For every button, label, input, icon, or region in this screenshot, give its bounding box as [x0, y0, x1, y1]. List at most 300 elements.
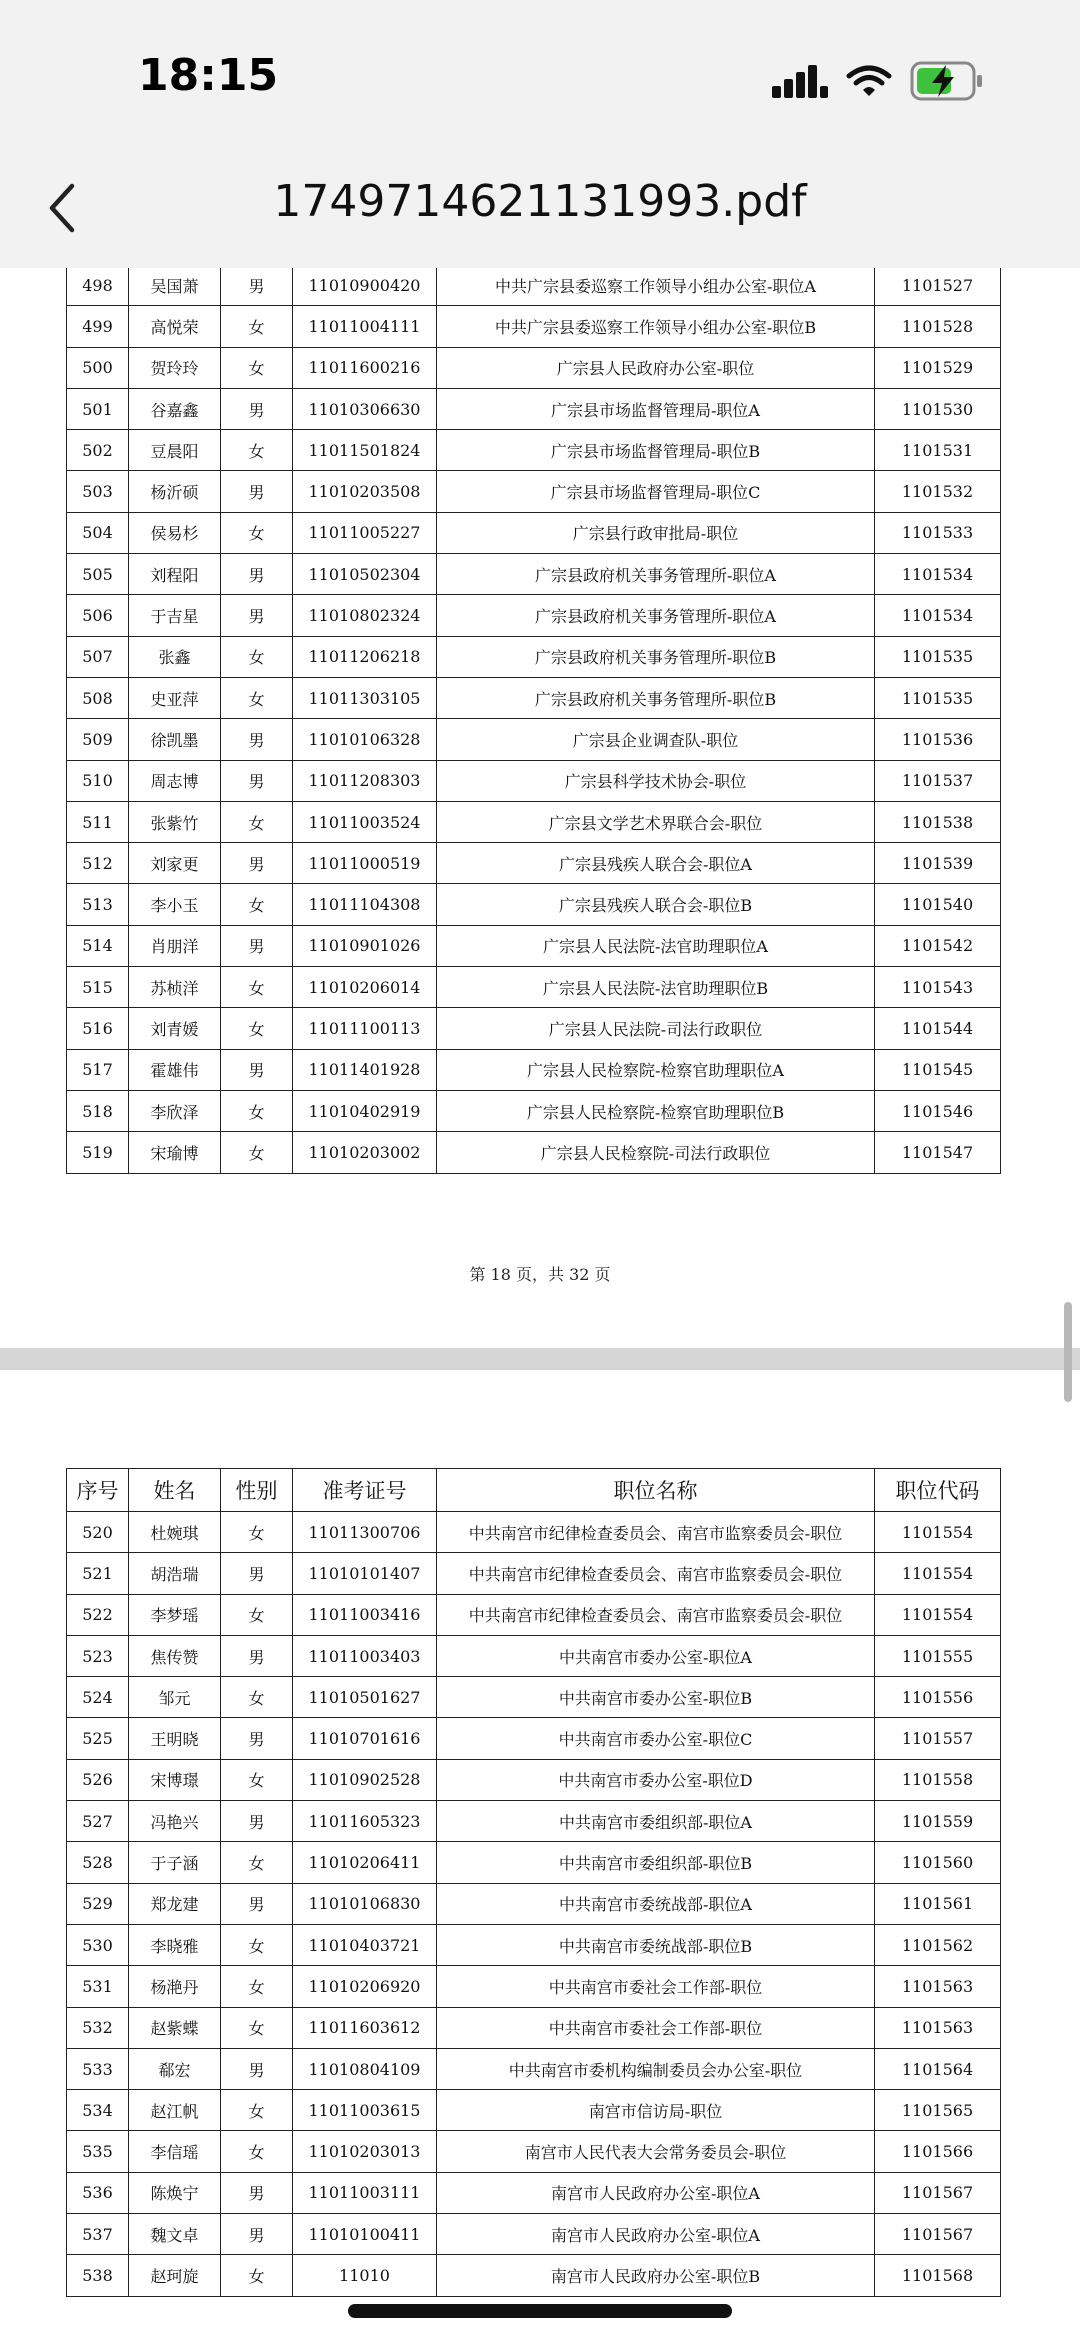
table-cell: 男	[221, 1883, 293, 1924]
table-cell: 1101547	[875, 1132, 1001, 1173]
table-cell: 女	[221, 1512, 293, 1553]
table-row	[67, 1966, 1001, 2007]
table-cell: 女	[221, 2007, 293, 2048]
table-cell: 女	[221, 512, 293, 553]
table-row	[67, 2048, 1001, 2089]
table-cell: 11010101407	[293, 1553, 437, 1594]
table-cell: 1101534	[875, 595, 1001, 636]
table-cell: 11011206218	[293, 636, 437, 677]
table-cell: 南宫市人民政府办公室-职位A	[437, 2172, 875, 2213]
table-cell: 11011003403	[293, 1635, 437, 1676]
table-row	[67, 843, 1001, 884]
table-row	[67, 1553, 1001, 1594]
table-row	[67, 1594, 1001, 1635]
table-cell: 1101567	[875, 2172, 1001, 2213]
table-cell: 11011208303	[293, 760, 437, 801]
table-cell: 中共南宫市委办公室-职位C	[437, 1718, 875, 1759]
table-row	[67, 1008, 1001, 1049]
table-cell: 中共南宫市委机构编制委员会办公室-职位	[437, 2048, 875, 2089]
table-cell: 赵紫蝶	[129, 2007, 221, 2048]
table-row	[67, 1883, 1001, 1924]
table-cell: 1101533	[875, 512, 1001, 553]
table-cell: 邹元	[129, 1677, 221, 1718]
table-row	[67, 2007, 1001, 2048]
table-cell: 509	[67, 719, 129, 760]
table-cell: 广宗县企业调查队-职位	[437, 719, 875, 760]
table-row	[67, 1635, 1001, 1676]
table-cell: 中共南宫市委办公室-职位D	[437, 1759, 875, 1800]
table-row	[67, 306, 1001, 347]
table-cell: 533	[67, 2048, 129, 2089]
table-cell: 1101543	[875, 967, 1001, 1008]
table-cell: 刘程阳	[129, 554, 221, 595]
table-row	[67, 1924, 1001, 1965]
table-cell: 广宗县科学技术协会-职位	[437, 760, 875, 801]
column-header: 姓名	[129, 1469, 221, 1512]
table-cell: 女	[221, 1759, 293, 1800]
table-row	[67, 967, 1001, 1008]
table-cell: 11010502304	[293, 554, 437, 595]
table-cell: 女	[221, 430, 293, 471]
table-cell: 陈焕宁	[129, 2172, 221, 2213]
table-cell: 杜婉琪	[129, 1512, 221, 1553]
table-cell: 广宗县市场监督管理局-职位B	[437, 430, 875, 471]
table-row	[67, 801, 1001, 842]
table-cell: 530	[67, 1924, 129, 1965]
table-cell: 广宗县市场监督管理局-职位C	[437, 471, 875, 512]
table-row	[67, 1677, 1001, 1718]
table-cell: 高悦荣	[129, 306, 221, 347]
table-cell: 11011401928	[293, 1049, 437, 1090]
table-cell: 11011600216	[293, 347, 437, 388]
table-cell: 李晓雅	[129, 1924, 221, 1965]
table-cell: 11010402919	[293, 1090, 437, 1131]
table-cell: 南宫市人民政府办公室-职位B	[437, 2255, 875, 2296]
table-cell: 512	[67, 843, 129, 884]
table-cell: 广宗县政府机关事务管理所-职位A	[437, 554, 875, 595]
table-cell: 吴国萧	[129, 265, 221, 306]
table-cell: 1101557	[875, 1718, 1001, 1759]
table-cell: 女	[221, 1132, 293, 1173]
table-row	[67, 347, 1001, 388]
table-cell: 1101563	[875, 1966, 1001, 2007]
table-cell: 523	[67, 1635, 129, 1676]
table-cell: 广宗县人民法院-司法行政职位	[437, 1008, 875, 1049]
table-cell: 胡浩瑞	[129, 1553, 221, 1594]
table-cell: 广宗县市场监督管理局-职位A	[437, 388, 875, 429]
table-cell: 广宗县政府机关事务管理所-职位A	[437, 595, 875, 636]
table-cell: 11011100113	[293, 1008, 437, 1049]
table-cell: 11010206014	[293, 967, 437, 1008]
table-cell: 1101544	[875, 1008, 1001, 1049]
table-row	[67, 2131, 1001, 2172]
table-row	[67, 1842, 1001, 1883]
table-cell: 豆晨阳	[129, 430, 221, 471]
table-cell: 中共广宗县委巡察工作领导小组办公室-职位A	[437, 265, 875, 306]
table-cell: 1101545	[875, 1049, 1001, 1090]
table-cell: 11010701616	[293, 1718, 437, 1759]
table-cell: 女	[221, 677, 293, 718]
table-cell: 广宗县人民法院-法官助理职位B	[437, 967, 875, 1008]
table-cell: 广宗县文学艺术界联合会-职位	[437, 801, 875, 842]
table-cell: 1101563	[875, 2007, 1001, 2048]
table-cell: 507	[67, 636, 129, 677]
table-cell: 男	[221, 1553, 293, 1594]
table-cell: 男	[221, 595, 293, 636]
table-cell: 500	[67, 347, 129, 388]
table-cell: 女	[221, 347, 293, 388]
table-cell: 514	[67, 925, 129, 966]
table-cell: 535	[67, 2131, 129, 2172]
table-cell: 女	[221, 2090, 293, 2131]
table-cell: 11010203013	[293, 2131, 437, 2172]
table-cell: 11010901026	[293, 925, 437, 966]
table-cell: 女	[221, 306, 293, 347]
table-cell: 于吉星	[129, 595, 221, 636]
table-cell: 女	[221, 1842, 293, 1883]
table-cell: 中共南宫市委社会工作部-职位	[437, 2007, 875, 2048]
table-cell: 1101564	[875, 2048, 1001, 2089]
table-row	[67, 760, 1001, 801]
table-cell: 1101558	[875, 1759, 1001, 1800]
table-cell: 521	[67, 1553, 129, 1594]
table-row	[67, 388, 1001, 429]
table-cell: 南宫市人民政府办公室-职位A	[437, 2214, 875, 2255]
table-cell: 536	[67, 2172, 129, 2213]
table-cell: 524	[67, 1677, 129, 1718]
table-cell: 538	[67, 2255, 129, 2296]
table-cell: 506	[67, 595, 129, 636]
table-cell: 11010203002	[293, 1132, 437, 1173]
table-cell: 广宗县残疾人联合会-职位B	[437, 884, 875, 925]
table-cell: 505	[67, 554, 129, 595]
battery-charging-icon	[910, 61, 984, 101]
table-cell: 郑龙建	[129, 1883, 221, 1924]
table-cell: 1101532	[875, 471, 1001, 512]
table-cell: 男	[221, 388, 293, 429]
table-cell: 511	[67, 801, 129, 842]
table-cell: 女	[221, 1677, 293, 1718]
table-cell: 中共南宫市委组织部-职位A	[437, 1801, 875, 1842]
table-cell: 男	[221, 760, 293, 801]
table-cell: 518	[67, 1090, 129, 1131]
table-cell: 501	[67, 388, 129, 429]
candidate-table-page-18	[66, 264, 1001, 1174]
column-header: 职位代码	[875, 1469, 1001, 1512]
table-cell: 11010802324	[293, 595, 437, 636]
table-cell: 女	[221, 1594, 293, 1635]
table-cell: 女	[221, 967, 293, 1008]
column-header: 性别	[221, 1469, 293, 1512]
table-cell: 贺玲玲	[129, 347, 221, 388]
table-cell: 11011605323	[293, 1801, 437, 1842]
table-cell: 531	[67, 1966, 129, 2007]
table-cell: 女	[221, 801, 293, 842]
table-cell: 中共南宫市委组织部-职位B	[437, 1842, 875, 1883]
cellular-signal-icon	[772, 64, 828, 98]
table-cell: 杨滟丹	[129, 1966, 221, 2007]
table-cell: 男	[221, 719, 293, 760]
table-cell: 中共南宫市委统战部-职位A	[437, 1883, 875, 1924]
table-cell: 男	[221, 265, 293, 306]
table-cell: 冯艳兴	[129, 1801, 221, 1842]
table-cell: 南宫市人民代表大会常务委员会-职位	[437, 2131, 875, 2172]
table-cell: 11010	[293, 2255, 437, 2296]
table-cell: 1101556	[875, 1677, 1001, 1718]
table-row	[67, 1049, 1001, 1090]
table-cell: 女	[221, 636, 293, 677]
table-row	[67, 2214, 1001, 2255]
table-cell: 男	[221, 1718, 293, 1759]
table-cell: 男	[221, 2172, 293, 2213]
table-cell: 1101555	[875, 1635, 1001, 1676]
home-indicator[interactable]	[348, 2304, 732, 2318]
table-cell: 498	[67, 265, 129, 306]
table-cell: 532	[67, 2007, 129, 2048]
table-cell: 520	[67, 1512, 129, 1553]
table-cell: 徐凯墨	[129, 719, 221, 760]
table-cell: 李梦瑶	[129, 1594, 221, 1635]
table-cell: 1101535	[875, 677, 1001, 718]
table-cell: 11010403721	[293, 1924, 437, 1965]
table-cell: 1101565	[875, 2090, 1001, 2131]
table-cell: 女	[221, 1924, 293, 1965]
table-cell: 11010206920	[293, 1966, 437, 2007]
table-cell: 霍雄伟	[129, 1049, 221, 1090]
table-cell: 11010206411	[293, 1842, 437, 1883]
table-cell: 1101567	[875, 2214, 1001, 2255]
table-cell: 广宗县残疾人联合会-职位A	[437, 843, 875, 884]
table-cell: 1101529	[875, 347, 1001, 388]
table-cell: 11010306630	[293, 388, 437, 429]
table-cell: 1101539	[875, 843, 1001, 884]
table-cell: 李信瑶	[129, 2131, 221, 2172]
table-cell: 499	[67, 306, 129, 347]
table-cell: 中共南宫市纪律检查委员会、南宫市监察委员会-职位	[437, 1512, 875, 1553]
table-row	[67, 595, 1001, 636]
table-cell: 11010900420	[293, 265, 437, 306]
table-cell: 焦传赞	[129, 1635, 221, 1676]
table-cell: 1101559	[875, 1801, 1001, 1842]
table-cell: 525	[67, 1718, 129, 1759]
table-cell: 1101568	[875, 2255, 1001, 2296]
table-cell: 中共南宫市委社会工作部-职位	[437, 1966, 875, 2007]
table-cell: 1101560	[875, 1842, 1001, 1883]
table-cell: 中共南宫市纪律检查委员会、南宫市监察委员会-职位	[437, 1553, 875, 1594]
table-cell: 女	[221, 2131, 293, 2172]
scrollbar-thumb[interactable]	[1064, 1302, 1072, 1402]
table-cell: 女	[221, 1090, 293, 1131]
table-cell: 1101566	[875, 2131, 1001, 2172]
table-cell: 11011300706	[293, 1512, 437, 1553]
table-cell: 1101527	[875, 265, 1001, 306]
document-title: 1749714621131993.pdf	[273, 176, 807, 227]
table-cell: 周志博	[129, 760, 221, 801]
table-cell: 张鑫	[129, 636, 221, 677]
table-cell: 李小玉	[129, 884, 221, 925]
table-cell: 广宗县政府机关事务管理所-职位B	[437, 677, 875, 718]
table-cell: 中共南宫市委统战部-职位B	[437, 1924, 875, 1965]
table-cell: 侯易杉	[129, 512, 221, 553]
table-cell: 11010902528	[293, 1759, 437, 1800]
table-cell: 516	[67, 1008, 129, 1049]
table-cell: 男	[221, 471, 293, 512]
table-cell: 广宗县人民法院-法官助理职位A	[437, 925, 875, 966]
table-cell: 513	[67, 884, 129, 925]
table-cell: 广宗县人民检察院-检察官助理职位B	[437, 1090, 875, 1131]
table-row	[67, 265, 1001, 306]
table-cell: 1101554	[875, 1553, 1001, 1594]
table-cell: 11011303105	[293, 677, 437, 718]
table-cell: 527	[67, 1801, 129, 1842]
table-cell: 1101562	[875, 1924, 1001, 1965]
table-cell: 1101534	[875, 554, 1001, 595]
table-row	[67, 636, 1001, 677]
table-cell: 1101536	[875, 719, 1001, 760]
table-cell: 杨沂硕	[129, 471, 221, 512]
table-row	[67, 2090, 1001, 2131]
table-row	[67, 430, 1001, 471]
table-row	[67, 554, 1001, 595]
table-cell: 男	[221, 925, 293, 966]
table-cell: 1101531	[875, 430, 1001, 471]
table-cell: 528	[67, 1842, 129, 1883]
table-cell: 广宗县人民检察院-检察官助理职位A	[437, 1049, 875, 1090]
table-cell: 508	[67, 677, 129, 718]
table-cell: 1101561	[875, 1883, 1001, 1924]
table-cell: 男	[221, 1801, 293, 1842]
table-cell: 537	[67, 2214, 129, 2255]
table-cell: 郗宏	[129, 2048, 221, 2089]
status-time: 18:15	[138, 50, 279, 101]
table-cell: 赵江帆	[129, 2090, 221, 2131]
table-cell: 1101528	[875, 306, 1001, 347]
table-cell: 1101530	[875, 388, 1001, 429]
table-cell: 11010100411	[293, 2214, 437, 2255]
table-cell: 1101540	[875, 884, 1001, 925]
table-cell: 史亚萍	[129, 677, 221, 718]
table-cell: 11011003416	[293, 1594, 437, 1635]
table-cell: 526	[67, 1759, 129, 1800]
table-row	[67, 512, 1001, 553]
table-cell: 王明晓	[129, 1718, 221, 1759]
table-cell: 赵珂旋	[129, 2255, 221, 2296]
table-cell: 女	[221, 1008, 293, 1049]
table-cell: 女	[221, 884, 293, 925]
table-cell: 中共南宫市委办公室-职位B	[437, 1677, 875, 1718]
page-separator	[0, 1348, 1080, 1370]
table-cell: 宋博璟	[129, 1759, 221, 1800]
table-cell: 517	[67, 1049, 129, 1090]
table-cell: 女	[221, 2255, 293, 2296]
table-cell: 张紫竹	[129, 801, 221, 842]
table-cell: 11011104308	[293, 884, 437, 925]
table-cell: 504	[67, 512, 129, 553]
table-header-row	[67, 1469, 1001, 1512]
table-cell: 女	[221, 1966, 293, 2007]
table-cell: 宋瑜博	[129, 1132, 221, 1173]
pdf-page-18	[0, 268, 1080, 1348]
table-cell: 1101535	[875, 636, 1001, 677]
table-cell: 11010106328	[293, 719, 437, 760]
table-cell: 11011005227	[293, 512, 437, 553]
table-row	[67, 2172, 1001, 2213]
table-cell: 于子涵	[129, 1842, 221, 1883]
top-bar	[0, 0, 1080, 268]
table-cell: 11011004111	[293, 306, 437, 347]
table-cell: 苏桢洋	[129, 967, 221, 1008]
table-cell: 1101554	[875, 1512, 1001, 1553]
table-cell: 510	[67, 760, 129, 801]
table-cell: 11011003615	[293, 2090, 437, 2131]
table-row	[67, 677, 1001, 718]
table-cell: 1101538	[875, 801, 1001, 842]
table-row	[67, 1759, 1001, 1800]
table-row	[67, 925, 1001, 966]
table-cell: 11010501627	[293, 1677, 437, 1718]
column-header: 准考证号	[293, 1469, 437, 1512]
table-cell: 刘家更	[129, 843, 221, 884]
table-cell: 广宗县人民政府办公室-职位	[437, 347, 875, 388]
table-row	[67, 884, 1001, 925]
table-cell: 1101554	[875, 1594, 1001, 1635]
table-cell: 11010804109	[293, 2048, 437, 2089]
table-cell: 广宗县人民检察院-司法行政职位	[437, 1132, 875, 1173]
pdf-page-19	[0, 1370, 1080, 2341]
table-cell: 11011003524	[293, 801, 437, 842]
table-row	[67, 1090, 1001, 1131]
table-row	[67, 1512, 1001, 1553]
table-cell: 11010106830	[293, 1883, 437, 1924]
table-cell: 魏文卓	[129, 2214, 221, 2255]
table-cell: 503	[67, 471, 129, 512]
status-icons	[772, 58, 984, 104]
table-cell: 522	[67, 1594, 129, 1635]
table-cell: 11011000519	[293, 843, 437, 884]
column-header: 职位名称	[437, 1469, 875, 1512]
table-cell: 534	[67, 2090, 129, 2131]
table-cell: 刘青媛	[129, 1008, 221, 1049]
table-cell: 中共南宫市委办公室-职位A	[437, 1635, 875, 1676]
table-cell: 谷嘉鑫	[129, 388, 221, 429]
table-cell: 11011501824	[293, 430, 437, 471]
table-cell: 广宗县政府机关事务管理所-职位B	[437, 636, 875, 677]
table-row	[67, 1718, 1001, 1759]
table-cell: 中共广宗县委巡察工作领导小组办公室-职位B	[437, 306, 875, 347]
page-footer: 第 18 页，共 32 页	[469, 1265, 611, 1284]
table-cell: 李欣泽	[129, 1090, 221, 1131]
table-cell: 11010203508	[293, 471, 437, 512]
table-cell: 529	[67, 1883, 129, 1924]
table-row	[67, 1132, 1001, 1173]
table-cell: 南宫市信访局-职位	[437, 2090, 875, 2131]
table-cell: 男	[221, 1049, 293, 1090]
table-row	[67, 719, 1001, 760]
table-cell: 11011003111	[293, 2172, 437, 2213]
table-cell: 1101542	[875, 925, 1001, 966]
table-cell: 广宗县行政审批局-职位	[437, 512, 875, 553]
table-cell: 男	[221, 554, 293, 595]
table-cell: 1101537	[875, 760, 1001, 801]
candidate-table-page-19	[66, 1468, 1001, 2297]
table-cell: 男	[221, 1635, 293, 1676]
wifi-icon	[846, 64, 892, 98]
table-cell: 1101546	[875, 1090, 1001, 1131]
table-row	[67, 2255, 1001, 2296]
column-header: 序号	[67, 1469, 129, 1512]
table-cell: 11011603612	[293, 2007, 437, 2048]
table-cell: 502	[67, 430, 129, 471]
